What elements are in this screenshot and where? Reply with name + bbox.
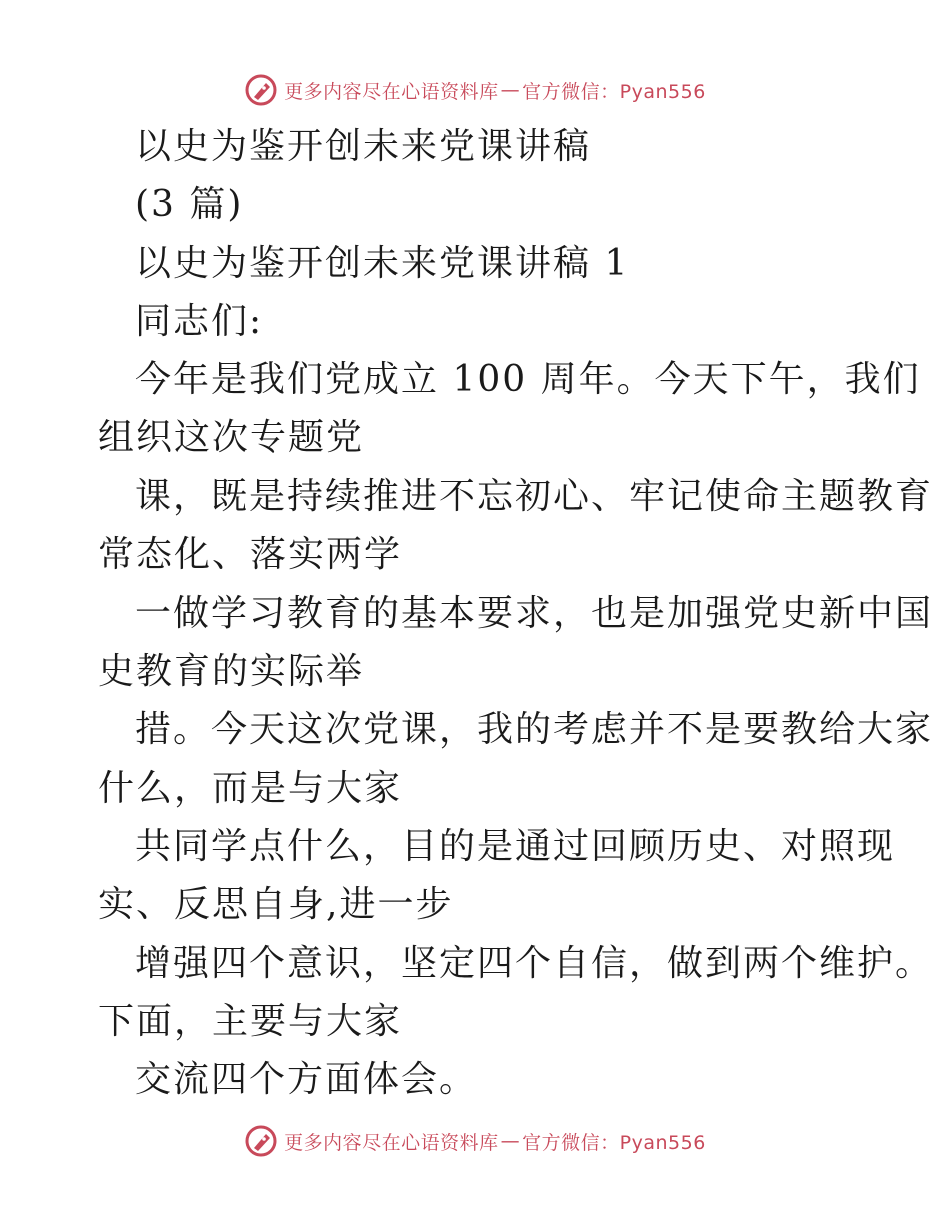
paragraph-line: 实、反思自身,进一步 [98, 884, 454, 925]
paragraph-line: 一做学习教育的基本要求，也是加强党史新中国 [135, 593, 934, 634]
section-heading: 以史为鉴开创未来党课讲稿 1 [135, 243, 630, 284]
paragraph-line: 共同学点什么，目的是通过回顾历史、对照现 [135, 826, 896, 867]
document-subtitle: (3 篇) [135, 184, 244, 225]
pen-nib-icon [244, 73, 278, 107]
header-watermark [0, 70, 950, 110]
paragraph-line: 组织这次专题党 [98, 417, 365, 458]
watermark-separator: — [500, 79, 521, 101]
document-title: 以史为鉴开创未来党课讲稿 [135, 126, 592, 167]
paragraph-line: 史教育的实际举 [98, 651, 365, 692]
watermark-text: 更多内容尽在心语资料库 [284, 80, 499, 103]
salutation: 同志们: [135, 301, 264, 342]
footer-watermark [0, 1121, 950, 1161]
paragraph-line: 什么，而是与大家 [98, 768, 403, 809]
paragraph-line: 增强四个意识，坚定四个自信，做到两个维护。 [135, 943, 934, 984]
pen-nib-icon [244, 1124, 278, 1158]
paragraph-line: 常态化、落实两学 [98, 534, 403, 575]
paragraph-line: 今年是我们党成立 100 周年。今天下午，我们 [135, 359, 921, 400]
paragraph-line: 交流四个方面体会。 [135, 1059, 478, 1100]
watermark-text: 更多内容尽在心语资料库 [284, 1131, 499, 1154]
watermark-separator: — [500, 1130, 521, 1152]
watermark-suffix: 官方微信：Pyan556 [522, 1131, 706, 1154]
paragraph-line: 课，既是持续推进不忘初心、牢记使命主题教育 [135, 476, 934, 517]
paragraph-line: 措。今天这次党课，我的考虑并不是要教给大家 [135, 709, 934, 750]
paragraph-line: 下面，主要与大家 [98, 1001, 403, 1042]
watermark-suffix: 官方微信：Pyan556 [522, 80, 706, 103]
